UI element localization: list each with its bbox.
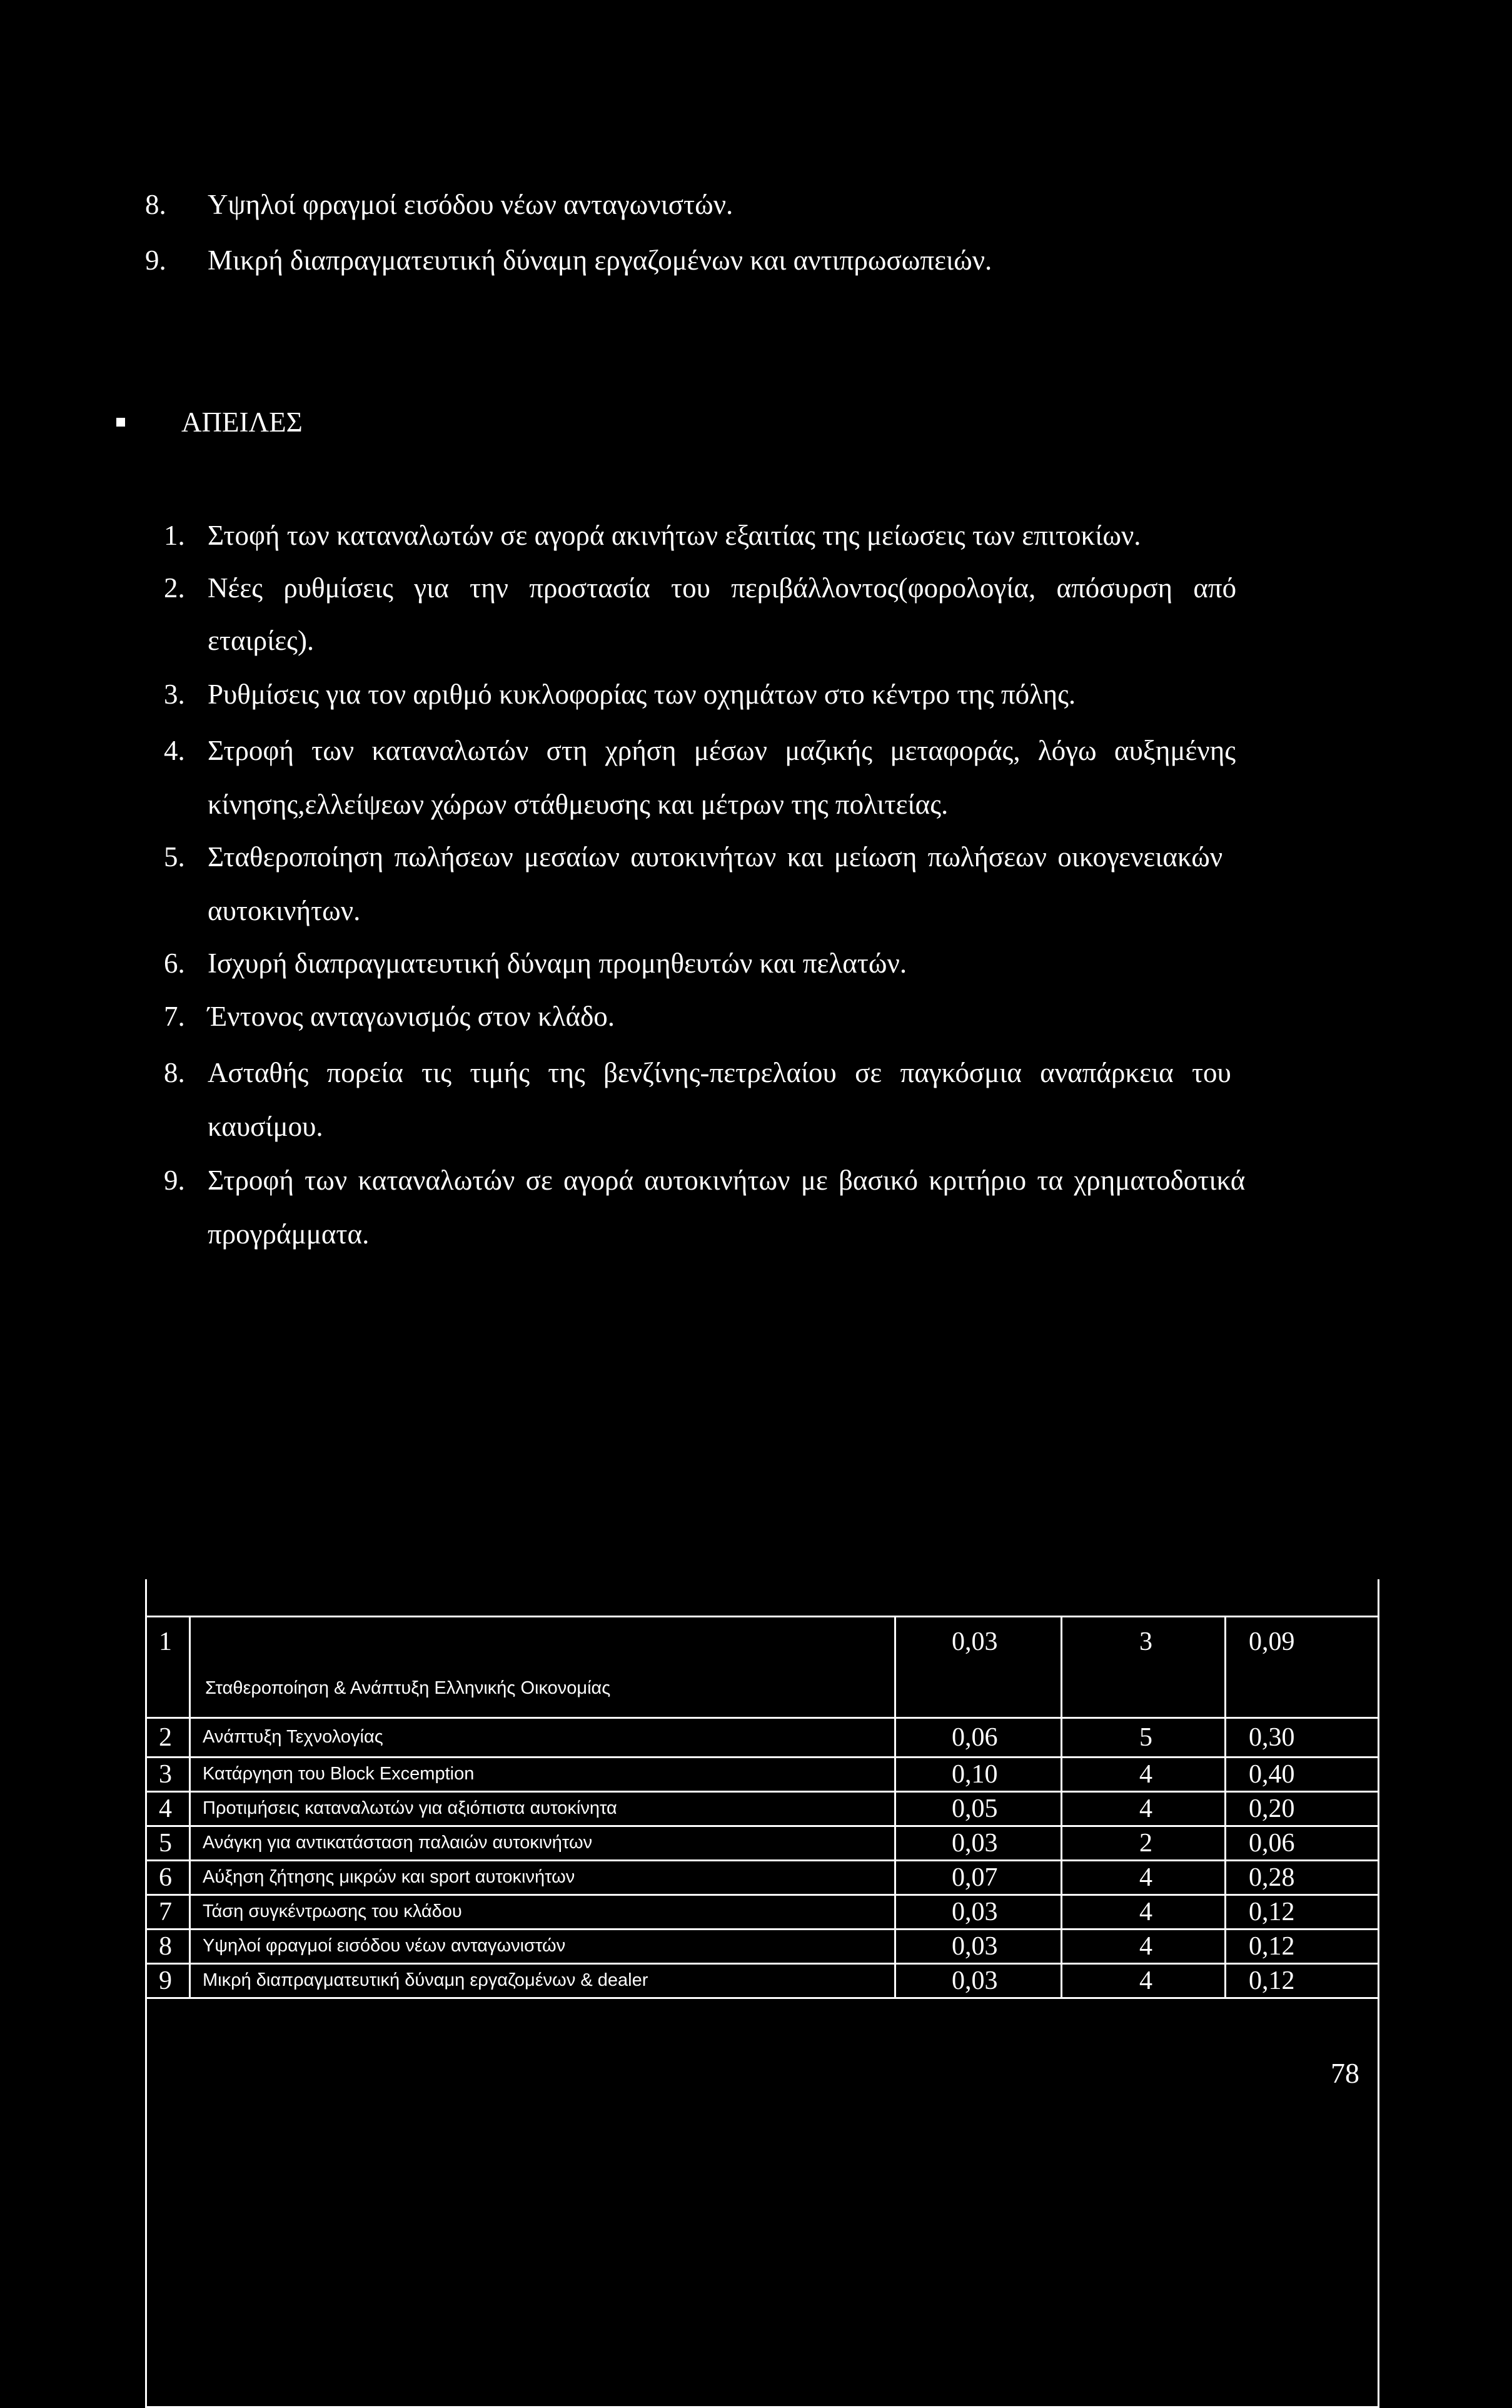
list-text: Στροφή των καταναλωτών στη χρήση μέσων μαζικής μεταφοράς, λόγω αυξημένης (208, 735, 1236, 766)
row-number: 2 (159, 1723, 172, 1752)
list-text: Υψηλοί φραγμοί εισόδου νέων ανταγωνιστών. (208, 189, 733, 220)
threat-item-9 (164, 1161, 1383, 1255)
bullet-icon (116, 418, 125, 427)
row-description: Σταθεροποίηση & Ανάπτυξη Ελληνικής Οικονομίας (205, 1678, 611, 1698)
row-number: 7 (159, 1898, 172, 1926)
row-weight: 0,03 (952, 1627, 998, 1656)
list-number: 7. (164, 1001, 185, 1032)
list-text-continued: αυτοκινήτων. (208, 895, 361, 926)
row-rating: 3 (1139, 1627, 1152, 1656)
row-weight: 0,10 (952, 1760, 998, 1789)
row-rating: 2 (1139, 1829, 1152, 1858)
list-number: 8. (145, 189, 166, 220)
row-number: 8 (159, 1932, 172, 1961)
row-description: Ανάγκη για αντικατάσταση παλαιών αυτοκινήτων (203, 1833, 593, 1853)
list-number: 2. (164, 572, 185, 604)
threat-item-8 (164, 1054, 1383, 1148)
row-score: 0,12 (1249, 1898, 1295, 1926)
list-number: 4. (164, 735, 185, 766)
threats-heading: ΑΠΕΙΛΕΣ (181, 407, 303, 438)
row-rating: 4 (1139, 1794, 1152, 1823)
list-text-continued: καυσίμου. (208, 1111, 323, 1142)
row-weight: 0,06 (952, 1723, 998, 1752)
row-description: Προτιμήσεις καταναλωτών για αξιόπιστα αυτοκίνητα (203, 1798, 617, 1818)
list-text: Νέες ρυθμίσεις για την προστασία του περιβάλλοντος(φορολογία, απόσυρση από (208, 572, 1237, 604)
page-number: 78 (1331, 2057, 1359, 2089)
table-row (145, 1791, 1379, 1825)
row-weight: 0,03 (952, 1966, 998, 1995)
row-score: 0,40 (1249, 1760, 1295, 1789)
list-text: Στοφή των καταναλωτών σε αγορά ακινήτων εξαιτίας της μείωσεις των επιτοκίων. (208, 520, 1141, 551)
row-score: 0,09 (1249, 1627, 1295, 1656)
list-number: 9. (164, 1165, 185, 1196)
row-description: Μικρή διαπραγματευτική δύναμη εργαζομένων & dealer (203, 1970, 648, 1990)
list-number: 3. (164, 679, 185, 710)
list-text: Έντονος ανταγωνισμός στον κλάδο. (208, 1001, 615, 1032)
table-row (145, 1894, 1379, 1928)
row-weight: 0,07 (952, 1863, 998, 1892)
row-score: 0,12 (1249, 1932, 1295, 1961)
threat-item-4 (164, 732, 1383, 826)
table-row (145, 1756, 1379, 1791)
row-rating: 4 (1139, 1898, 1152, 1926)
list-number: 6. (164, 948, 185, 979)
list-text: Ασταθής πορεία τις τιμής της βενζίνης-πετρελαίου σε παγκόσμια αναπάρκεια του (208, 1057, 1231, 1088)
table-rule (145, 1997, 1379, 1999)
row-number: 6 (159, 1863, 172, 1892)
row-weight: 0,03 (952, 1898, 998, 1926)
table-row (145, 1616, 1379, 1717)
row-description: Ανάπτυξη Τεχνολογίας (203, 1727, 383, 1747)
row-description: Κατάργηση του Block Excemption (203, 1764, 475, 1784)
list-number: 5. (164, 841, 185, 873)
table-row (145, 1928, 1379, 1963)
row-description: Αύξηση ζήτησης μικρών και sport αυτοκινήτων (203, 1867, 575, 1887)
row-rating: 5 (1139, 1723, 1152, 1752)
row-rating: 4 (1139, 1966, 1152, 1995)
threat-item-2 (164, 569, 1383, 657)
row-score: 0,20 (1249, 1794, 1295, 1823)
row-rating: 4 (1139, 1760, 1152, 1789)
threat-item-5 (164, 838, 1383, 932)
row-rating: 4 (1139, 1932, 1152, 1961)
list-number: 9. (145, 245, 166, 276)
row-score: 0,06 (1249, 1829, 1295, 1858)
row-weight: 0,03 (952, 1932, 998, 1961)
list-text: Μικρή διαπραγματευτική δύναμη εργαζομένων και αντιπρωσωπειών. (208, 245, 992, 276)
row-number: 4 (159, 1794, 172, 1823)
list-text: Σταθεροποίηση πωλήσεων μεσαίων αυτοκινήτων και μείωση πωλήσεων οικογενειακών (208, 841, 1223, 873)
list-text: Ρυθμίσεις για τον αριθμό κυκλοφορίας των οχημάτων στο κέντρο της πόλης. (208, 679, 1076, 710)
row-number: 9 (159, 1966, 172, 1995)
table-row (145, 1859, 1379, 1894)
list-text: Στροφή των καταναλωτών σε αγορά αυτοκινήτων με βασικό κριτήριο τα χρηματοδοτικά (208, 1165, 1246, 1196)
table-row (145, 1717, 1379, 1756)
list-text-continued: προγράμματα. (208, 1218, 370, 1250)
list-text: Ισχυρή διαπραγματευτική δύναμη προμηθευτών και πελατών. (208, 948, 907, 979)
row-number: 5 (159, 1829, 172, 1858)
row-rating: 4 (1139, 1863, 1152, 1892)
row-score: 0,30 (1249, 1723, 1295, 1752)
list-number: 8. (164, 1057, 185, 1088)
row-weight: 0,03 (952, 1829, 998, 1858)
row-score: 0,12 (1249, 1966, 1295, 1995)
list-number: 1. (164, 520, 185, 551)
table-row (145, 1825, 1379, 1859)
list-text-continued: κίνησης,ελλείψεων χώρων στάθμευσης και μέτρων της πολιτείας. (208, 789, 949, 820)
row-score: 0,28 (1249, 1863, 1295, 1892)
row-number: 3 (159, 1760, 172, 1789)
row-description: Τάση συγκέντρωσης του κλάδου (203, 1901, 462, 1921)
table-row (145, 1963, 1379, 1997)
list-text-continued: εταιρίες). (208, 625, 315, 656)
row-weight: 0,05 (952, 1794, 998, 1823)
row-number: 1 (159, 1627, 172, 1656)
evaluation-table (145, 1579, 1379, 2408)
row-description: Υψηλοί φραγμοί εισόδου νέων ανταγωνιστών (203, 1936, 566, 1956)
